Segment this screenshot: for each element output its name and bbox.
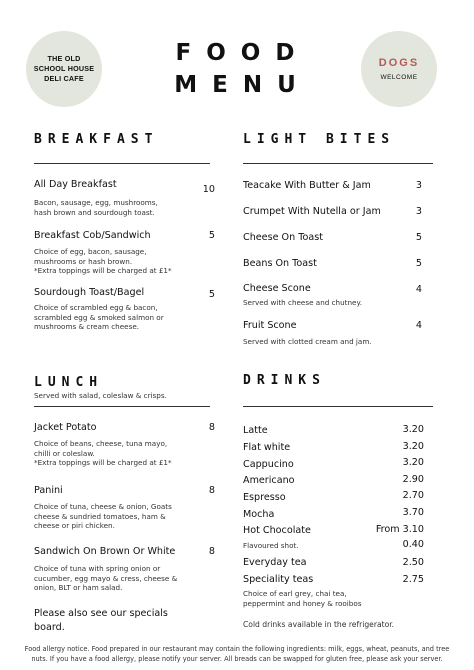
cafe-logo-circle bbox=[26, 31, 102, 107]
drink-item-name: Speciality teas bbox=[243, 574, 314, 585]
lunch-note: Served with salad, coleslaw & crisps. bbox=[34, 391, 167, 400]
drink-item-price: 3.20 bbox=[402, 457, 424, 468]
breakfast-divider bbox=[34, 163, 210, 164]
cafe-name-line: THE OLD bbox=[47, 54, 81, 63]
light-bites-item-price: 5 bbox=[415, 232, 422, 243]
drink-item-name: Flavoured shot. bbox=[243, 541, 299, 550]
lunch-item-price: 8 bbox=[208, 485, 215, 496]
drink-item-name: Espresso bbox=[243, 492, 286, 503]
light-bites-item-name: Cheese Scone bbox=[243, 283, 311, 294]
breakfast-item-desc: Choice of scrambled egg & bacon, scrambled egg & smoked salmon or mushrooms & cream cheese. bbox=[34, 303, 164, 331]
lunch-item-name: Jacket Potato bbox=[34, 422, 97, 433]
specials-note: Please also see our specials board. bbox=[34, 608, 168, 633]
drink-item-name: Latte bbox=[243, 425, 268, 436]
drink-item-price: 0.40 bbox=[402, 539, 424, 550]
drink-item-price: 3.20 bbox=[402, 441, 424, 452]
lunch-item-name: Sandwich On Brown Or White bbox=[34, 546, 176, 557]
lunch-item-price: 8 bbox=[208, 546, 215, 557]
lunch-item-desc: Choice of beans, cheese, tuna mayo, chilli or coleslaw. *Extra toppings will be charged at £1* bbox=[34, 439, 172, 467]
drink-item-name: Hot Chocolate bbox=[243, 525, 311, 536]
light-bites-item-price: 3 bbox=[415, 206, 422, 217]
light-bites-divider bbox=[243, 163, 433, 164]
lunch-divider bbox=[34, 406, 210, 407]
drink-item-name: Americano bbox=[243, 475, 295, 486]
light-bites-item-name: Cheese On Toast bbox=[243, 232, 323, 243]
drinks-heading: DRINKS bbox=[243, 373, 326, 388]
breakfast-item-price: 5 bbox=[208, 289, 215, 300]
drink-item-name: Mocha bbox=[243, 509, 275, 520]
light-bites-item-price: 5 bbox=[415, 258, 422, 269]
breakfast-item-price: 10 bbox=[202, 184, 215, 195]
breakfast-item-desc: Bacon, sausage, egg, mushrooms, hash brown and sourdough toast. bbox=[34, 198, 158, 217]
drink-item-name: Flat white bbox=[243, 442, 291, 453]
title-food: FOOD bbox=[175, 40, 310, 66]
cafe-name-line: SCHOOL HOUSE bbox=[33, 64, 95, 73]
light-bites-item-price: 3 bbox=[415, 180, 422, 191]
light-bites-item-name: Crumpet With Nutella or Jam bbox=[243, 206, 381, 217]
breakfast-item-name: Sourdough Toast/Bagel bbox=[34, 287, 145, 298]
light-bites-item-name: Beans On Toast bbox=[243, 258, 317, 269]
light-bites-item-price: 4 bbox=[415, 284, 422, 295]
drink-item-desc: Choice of earl grey, chai tea, peppermint and honey & rooibos bbox=[243, 589, 362, 608]
light-bites-item-desc: Served with cheese and chutney. bbox=[243, 298, 362, 307]
dogs-subtitle: WELCOME bbox=[380, 74, 418, 81]
lunch-item-desc: Choice of tuna with spring onion or cucumber, egg mayo & cress, cheese & onion, BLT or ham salad. bbox=[34, 564, 178, 592]
drink-item-name: Everyday tea bbox=[243, 557, 307, 568]
breakfast-item-name: Breakfast Cob/Sandwich bbox=[34, 230, 151, 241]
light-bites-item-name: Teacake With Butter & Jam bbox=[243, 180, 371, 191]
drink-item-price: 3.70 bbox=[402, 507, 424, 518]
light-bites-item-price: 4 bbox=[415, 320, 422, 331]
breakfast-item-price: 5 bbox=[208, 230, 215, 241]
breakfast-heading: BREAKFAST bbox=[34, 132, 159, 147]
lunch-heading: LUNCH bbox=[34, 375, 104, 390]
drink-item-price: 2.50 bbox=[402, 557, 424, 568]
drinks-note: Cold drinks available in the refrigerator. bbox=[243, 620, 395, 629]
lunch-item-price: 8 bbox=[208, 422, 215, 433]
lunch-item-desc: Choice of tuna, cheese & onion, Goats cheese & sundried tomatoes, ham & cheese or piri chicken. bbox=[34, 502, 172, 530]
light-bites-item-name: Fruit Scone bbox=[243, 320, 297, 331]
breakfast-item-desc: Choice of egg, bacon, sausage, mushrooms or hash brown. *Extra toppings will be charged at £1* bbox=[34, 247, 172, 275]
drink-item-price: 3.20 bbox=[402, 424, 424, 435]
drink-item-price: 2.75 bbox=[402, 574, 424, 585]
drinks-divider bbox=[243, 406, 433, 407]
drink-item-price: 2.70 bbox=[402, 490, 424, 501]
cafe-name-line: DELI CAFE bbox=[44, 74, 84, 83]
light-bites-item-desc: Served with clotted cream and jam. bbox=[243, 337, 372, 346]
breakfast-item-name: All Day Breakfast bbox=[34, 179, 117, 190]
drink-item-name: Cappucino bbox=[243, 459, 294, 470]
drink-item-price: 2.90 bbox=[402, 474, 424, 485]
dogs-welcome-badge bbox=[361, 31, 437, 107]
title-menu: MENU bbox=[174, 72, 311, 98]
lunch-item-name: Panini bbox=[34, 485, 63, 496]
light-bites-heading: LIGHT BITES bbox=[243, 132, 396, 147]
drink-item-price: From 3.10 bbox=[375, 524, 424, 535]
dogs-title: DOGS bbox=[378, 57, 420, 69]
allergy-notice: Food allergy notice. Food prepared in our restaurant may contain the following ingredients: milk, eggs, wheat, peanuts, and tree nuts. If you have a food allergy, please notify your server. All breads can be swapped for gluten free, please ask your server. bbox=[24, 645, 450, 663]
